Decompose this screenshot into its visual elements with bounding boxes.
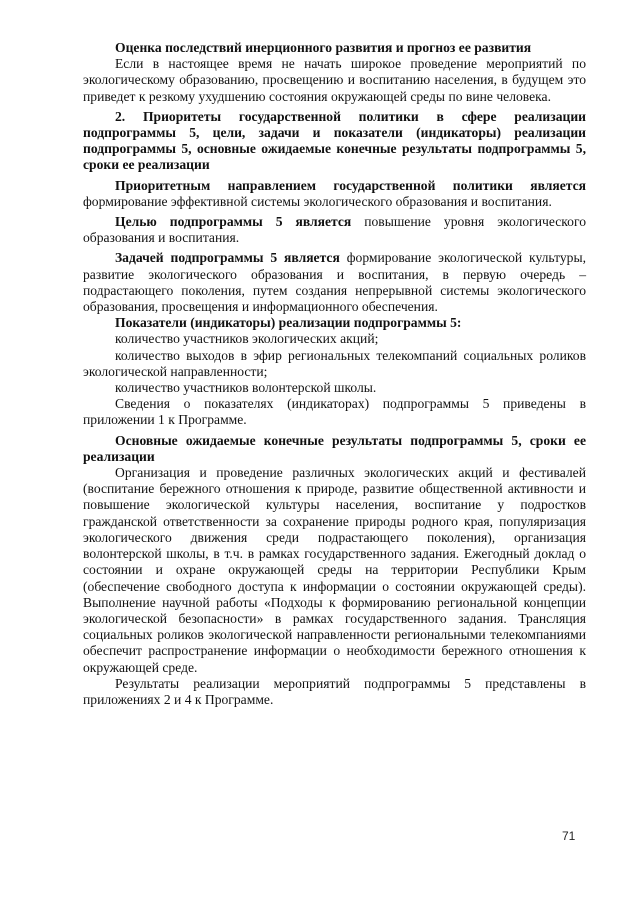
indicator-item-2: количество выходов в эфир региональных телекомпаний социальных роликов экологической направленности;: [83, 347, 586, 379]
task-label: Задачей подпрограммы 5 является: [115, 250, 340, 266]
paragraph-inertial-consequences: Если в настоящее время не начать широкое проведение мероприятий по экологическому образованию, просвещению и воспитанию населения, в будущем это приведет к резкому ухудшению состояния окружающей среды по вине человека.: [83, 56, 586, 104]
heading-section-2: 2. Приоритеты государственной политики в сфере реализации подпрограммы 5, цели, задачи и показатели (индикаторы) реализации подпрограммы 5, основные ожидаемые конечные результаты подпрограммы 5, сроки ее реализации: [83, 108, 586, 173]
priority-label: Приоритетным направлением государственной политики является: [115, 177, 586, 193]
priority-text: формирование эффективной системы экологического образования и воспитания.: [83, 193, 552, 209]
heading-inertial-development: Оценка последствий инерционного развития и прогноз ее развития: [115, 40, 532, 55]
paragraph-goal: [83, 214, 586, 246]
heading-indicators: Показатели (индикаторы) реализации подпрограммы 5:: [115, 315, 462, 331]
paragraph-indicators-reference: Сведения о показателях (индикаторах) подпрограммы 5 приведены в приложении 1 к Программе.: [83, 396, 586, 428]
indicator-item-3: количество участников волонтерской школы.: [115, 380, 377, 396]
goal-text: повышение уровня экологического образования и воспитания.: [83, 214, 586, 246]
paragraph-results-reference: Результаты реализации мероприятий подпрограммы 5 представлены в приложениях 2 и 4 к Программе.: [83, 675, 586, 707]
paragraph-task: [83, 250, 586, 315]
paragraph-expected-results: Организация и проведение различных экологических акций и фестивалей (воспитание бережного отношения к природе, развитие общественной активности и повышение экологической культуры населения, воспитание у подростков гражданской ответственности за сохранение природы родного края, популяризация экологического движения среди подрастающего поколения), организация волонтерской школы, в т.ч. в рамках государственного задания. Ежегодный доклад о состоянии и охране окружающей среды на территории Республики Крым (обеспечение свободного доступа к информации о состоянии окружающей среды). Выполнение научной работы «Подходы к формированию региональной концепции экологической безопасности» в рамках государственного задания. Трансляция социальных роликов экологической направленности региональными телекомпаниями обеспечит распространение информации о необходимости бережного отношения к окружающей среде.: [83, 465, 586, 675]
paragraph-priority-direction: [83, 178, 586, 210]
goal-label: Целью подпрограммы 5 является: [115, 214, 352, 230]
heading-expected-results: Основные ожидаемые конечные результаты подпрограммы 5, сроки ее реализации: [83, 432, 586, 464]
task-text: формирование экологической культуры, развитие экологического образования и воспитания, в первую очередь – подрастающего поколения, путем создания непрерывной системы экологического образования, просвещения и информационного обеспечения.: [83, 250, 586, 315]
indicator-item-1: количество участников экологических акций;: [115, 331, 379, 347]
page-number: 71: [562, 829, 576, 843]
document-body: [83, 40, 586, 708]
